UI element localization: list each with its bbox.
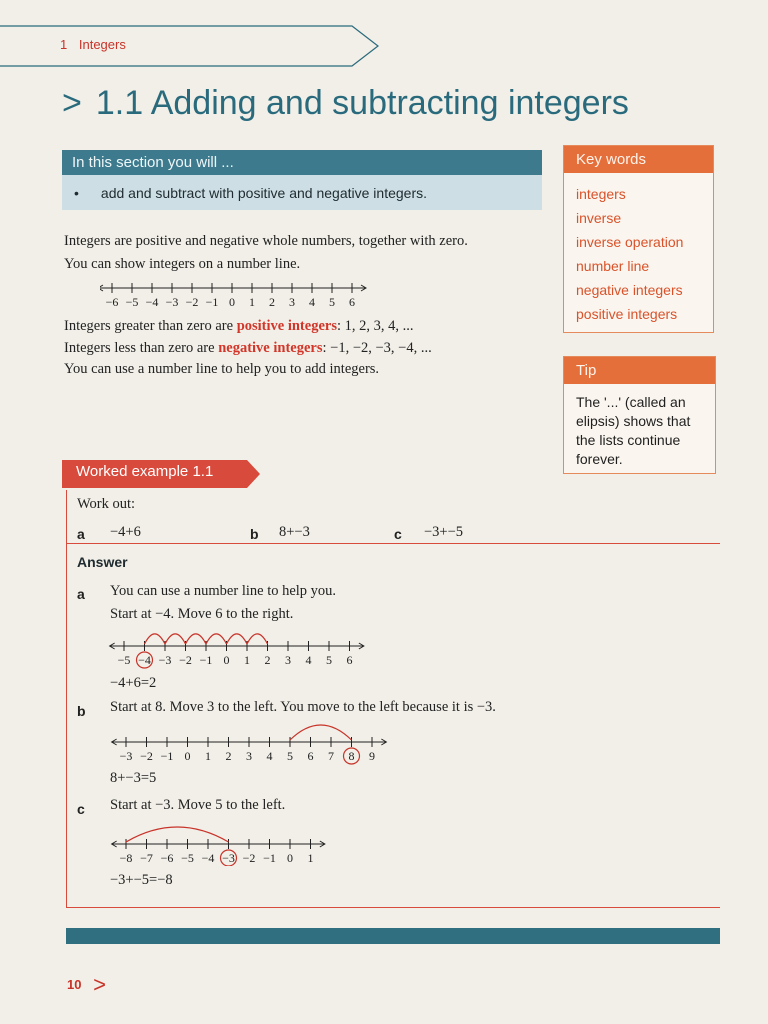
number-line-answer-c xyxy=(108,816,338,866)
number-line-label: 2 xyxy=(225,749,232,763)
number-line-label: 1 xyxy=(244,653,250,667)
chapter-title: Integers xyxy=(78,37,126,52)
positive-list: : 1, 2, 3, 4, ... xyxy=(336,318,414,334)
number-line-label: 2 xyxy=(264,653,271,667)
bullet-icon: • xyxy=(74,185,79,201)
negative-list: : −1, −2, −3, −4, ... xyxy=(322,340,432,356)
number-line-label: −1 xyxy=(199,653,213,667)
negative-integers-line xyxy=(64,340,432,357)
section-objectives-box xyxy=(62,150,542,210)
number-line-label: 3 xyxy=(246,749,252,763)
answer-letter: c xyxy=(77,801,85,817)
number-line-label: −7 xyxy=(140,851,153,865)
key-word-item: inverse operation xyxy=(576,234,684,250)
jump-arc xyxy=(206,634,227,644)
tip-heading: Tip xyxy=(564,357,715,384)
number-line-label: 3 xyxy=(289,295,295,309)
number-line-label: 4 xyxy=(305,653,312,667)
number-line-label: 5 xyxy=(287,749,293,763)
positive-integers-term: positive integers xyxy=(236,318,337,334)
number-line-label: −1 xyxy=(263,851,276,865)
number-line-label: 5 xyxy=(326,653,332,667)
page-number-text: 10 xyxy=(67,977,82,992)
answer-letter: b xyxy=(77,703,86,719)
page-number xyxy=(67,972,106,998)
tip-text: The '...' (called an elipsis) shows that the lists continue forever. xyxy=(576,394,691,467)
number-line-label: 3 xyxy=(285,653,291,667)
answer-letter: a xyxy=(77,586,85,602)
number-line-label: 1 xyxy=(205,749,211,763)
number-line-label: −3 xyxy=(158,653,172,667)
answer-c-line-1: Start at −3. Move 5 to the left. xyxy=(110,797,286,813)
negative-integers-term: negative integers xyxy=(218,340,323,356)
section-objective-text: add and subtract with positive and negative integers. xyxy=(100,185,428,201)
section-title xyxy=(62,84,629,123)
footer-band xyxy=(66,928,720,944)
number-line-label: −1 xyxy=(160,749,174,763)
intro-line-5: You can use a number line to help you to add integers. xyxy=(64,361,380,377)
number-line-label: 5 xyxy=(329,295,335,309)
jump-arc xyxy=(126,827,229,842)
answer-a-result: −4+6=2 xyxy=(110,675,157,691)
number-line-label: −8 xyxy=(119,851,133,865)
worked-example-title: Worked example 1.1 xyxy=(76,463,214,480)
number-line-label: −5 xyxy=(125,295,139,309)
number-line-answer-b xyxy=(108,718,398,766)
section-arrow-icon: > xyxy=(62,84,82,122)
section-objectives-heading: In this section you will ... xyxy=(62,150,542,175)
number-line-label: −2 xyxy=(242,851,256,865)
number-line-label: 8 xyxy=(348,749,355,763)
answer-heading: Answer xyxy=(77,554,128,570)
number-line-label: −5 xyxy=(117,653,131,667)
number-line-label: −4 xyxy=(201,851,215,865)
chapter-tab-outline xyxy=(0,24,380,68)
number-line-label: 9 xyxy=(369,749,375,763)
number-line-label: −2 xyxy=(179,653,192,667)
key-word-item: positive integers xyxy=(576,306,678,322)
jump-arc xyxy=(290,725,352,740)
positive-integers-line xyxy=(64,318,414,335)
answer-a-line-2: Start at −4. Move 6 to the right. xyxy=(110,606,294,622)
number-line-label: −1 xyxy=(205,295,219,309)
number-line-label: 0 xyxy=(229,295,235,309)
number-line-label: 4 xyxy=(266,749,273,763)
number-line-label: −6 xyxy=(105,295,119,309)
negative-prefix: Integers less than zero are xyxy=(64,340,219,356)
number-line-label: 6 xyxy=(349,295,355,309)
number-line-label: −2 xyxy=(185,295,199,309)
jump-arc xyxy=(186,634,207,644)
answer-c-result: −3+−5=−8 xyxy=(110,872,173,888)
number-line-label: 6 xyxy=(307,749,314,763)
number-line-label: 7 xyxy=(328,749,334,763)
number-line-label: −2 xyxy=(140,749,153,763)
positive-prefix: Integers greater than zero are xyxy=(64,318,237,334)
key-words-list xyxy=(576,182,683,326)
next-arrow-icon: > xyxy=(93,972,106,997)
jump-arc xyxy=(247,634,268,644)
answer-b-result: 8+−3=5 xyxy=(110,770,157,786)
question-letter: b xyxy=(250,526,259,542)
key-word-item: negative integers xyxy=(576,282,683,298)
chapter-label xyxy=(60,37,126,52)
number-line-label: −4 xyxy=(138,653,151,667)
answer-a-line-1: You can use a number line to help you. xyxy=(110,583,337,599)
key-word-item: number line xyxy=(576,258,650,274)
number-line-label: −4 xyxy=(145,295,159,309)
number-line-label: 1 xyxy=(307,851,314,865)
number-line-label: 1 xyxy=(249,295,255,309)
key-word-item: integers xyxy=(576,186,626,202)
number-line-label: 0 xyxy=(223,653,230,667)
worked-example-divider xyxy=(66,543,720,544)
section-objective-item xyxy=(74,185,427,201)
question-expression: −3+−5 xyxy=(424,524,464,540)
tip-box xyxy=(563,356,716,474)
question-letter: c xyxy=(394,526,402,542)
number-line-label: 0 xyxy=(184,749,191,763)
number-line-label: −6 xyxy=(160,851,174,865)
jump-arc xyxy=(145,634,166,644)
jump-arc xyxy=(165,634,186,644)
chapter-number: 1 xyxy=(60,37,68,52)
question-letter: a xyxy=(77,526,85,542)
jump-arc xyxy=(227,634,248,644)
work-out-label: Work out: xyxy=(77,496,136,512)
intro-line-1: Integers are positive and negative whole numbers, together with zero. xyxy=(64,233,468,249)
question-expression: 8+−3 xyxy=(279,524,310,540)
key-words-box xyxy=(563,145,714,333)
number-line-label: 2 xyxy=(269,295,275,309)
number-line-label: 0 xyxy=(287,851,293,865)
key-word-item: inverse xyxy=(576,210,622,226)
section-title-text: 1.1 Adding and subtracting integers xyxy=(95,84,629,122)
number-line-intro xyxy=(100,280,380,310)
number-line-label: −3 xyxy=(119,749,133,763)
number-line-answer-a xyxy=(108,624,368,670)
number-line-label: −3 xyxy=(222,851,235,865)
question-expression: −4+6 xyxy=(110,524,141,540)
number-line-label: 6 xyxy=(346,653,353,667)
intro-line-2: You can show integers on a number line. xyxy=(64,256,301,272)
answer-b-line-1: Start at 8. Move 3 to the left. You move to the left because it is −3. xyxy=(110,699,496,715)
number-line-label: 4 xyxy=(309,295,315,309)
number-line-label: −5 xyxy=(181,851,194,865)
number-line-label: −3 xyxy=(165,295,179,309)
key-words-heading: Key words xyxy=(564,146,713,173)
